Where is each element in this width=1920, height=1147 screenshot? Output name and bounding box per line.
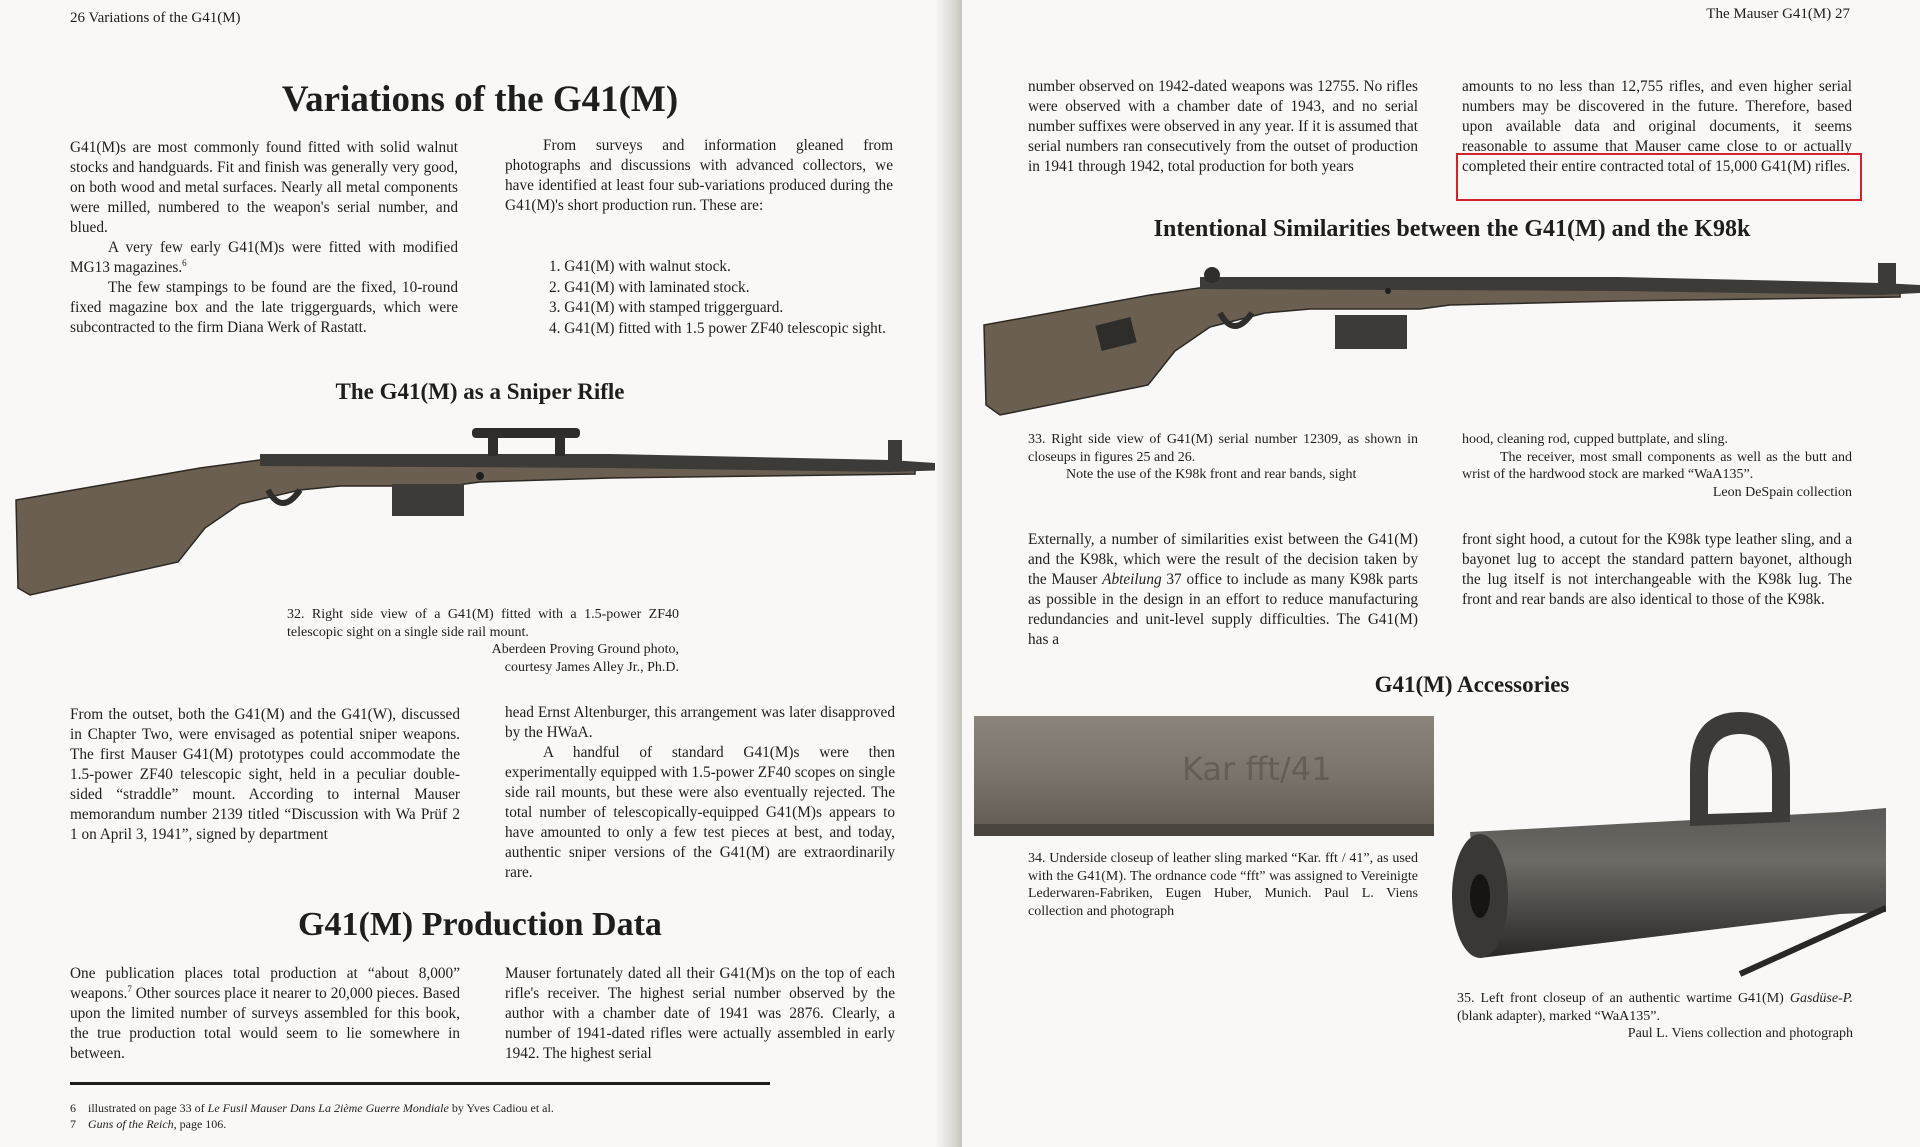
adapter-bore — [1470, 874, 1490, 918]
front-sight — [888, 440, 902, 464]
fig33-caption-column-2 — [1462, 431, 1852, 501]
fig32-caption — [287, 606, 679, 676]
fig32-sniper-rifle-image — [10, 420, 950, 600]
footnote-rule — [70, 1082, 770, 1085]
production-heading: G41(M) Production Data — [298, 906, 662, 943]
intro-paragraph-3: The few stampings to be found are the fixed, 10-round fixed magazine box and the late triggerguards, which were subcontracted to the firm Diana Werk of Rastatt. — [70, 279, 458, 336]
similarities-heading: Intentional Similarities between the G41(M) and the K98k — [1153, 216, 1751, 242]
footnote-7-number: 7 — [70, 1117, 76, 1131]
zf40-scope — [472, 428, 580, 438]
footnote-6-number: 6 — [70, 1101, 76, 1115]
fig33-credit: Leon DeSpain collection — [1712, 484, 1852, 500]
intro-paragraph-1: G41(M)s are most commonly found fitted with solid walnut stocks and handguards. Fit and finish was generally very good, on both wood and metal surfaces. Nearly all metal components were milled, numbered to the weapon's serial number, and blued. — [70, 139, 458, 236]
fig35-caption-text-b: (blank adapter), marked “WaA135”. — [1457, 1008, 1660, 1024]
intro-col2-paragraph: From surveys and information gleaned from photographs and discussions with advanced collectors, we have identified at least four sub-variations produced during the G41(M)'s short production run. These are: — [505, 137, 893, 214]
fig33-caption-column-1 — [1028, 431, 1418, 484]
sling-edge — [974, 824, 1434, 836]
magazine-box — [1335, 315, 1407, 349]
sling-swivel — [1385, 288, 1391, 294]
fig34-caption-text: 34. Underside closeup of leather sling marked “Kar. fft / 41”, as used with the G41(M). The ordnance code “fft” was assigned to Vereinigte Lederwaren-Fabriken, Eugen Huber, Munich. Paul L. Viens collection and photograph — [1028, 851, 1418, 919]
variation-item: 2. G41(M) with laminated stock. — [549, 278, 750, 296]
fig35-caption-text — [1457, 990, 1853, 1025]
sniper-column-2 — [505, 703, 895, 883]
top-col2-text: amounts to no less than 12,755 rifles, and even higher serial numbers may be discovered in the future. Therefore, based upon available data and original documents, it seems reasonable to assume that — [1462, 78, 1852, 155]
fig35-credit: Paul L. Viens collection and photograph — [1627, 1026, 1853, 1041]
accessories-heading: G41(M) Accessories — [1374, 672, 1570, 697]
fig33-caption-line-1: 33. Right side view of G41(M) serial number 12309, as shown in closeups in figures 25 and 26. — [1028, 432, 1418, 465]
production-column-2 — [505, 964, 895, 1064]
footnote-6-text-a: illustrated on page 33 of — [88, 1101, 208, 1115]
fig33-caption-line-4: The receiver, most small components as well as the butt and wrist of the hardwood stock are marked “WaA135”. — [1462, 449, 1852, 482]
rifle-stock — [984, 281, 1900, 415]
top-column-1 — [1028, 77, 1418, 177]
right-page — [962, 0, 1920, 1147]
left-page-title: Variations of the G41(M) — [281, 79, 679, 120]
similarities-col1-text-b: 37 office to include as many K98k parts as possible in the design in an effort to reduce manufacturing redundancies and unit-level supply difficulties. The G41(M) has a — [1028, 571, 1418, 648]
sniper-column-1 — [70, 705, 460, 845]
gasduse-term: Gasdüse-P. — [1789, 991, 1853, 1006]
intro-column-1 — [70, 138, 458, 338]
footnotes — [70, 1100, 870, 1132]
fig34-caption — [1028, 850, 1418, 920]
similarities-col1-paragraph — [1028, 530, 1418, 650]
intro-column-2 — [505, 136, 893, 216]
sling-stamp-marking: Kar fft/41 — [1182, 750, 1332, 788]
footnote-6 — [70, 1100, 870, 1116]
fig32-caption-text: 32. Right side view of a G41(M) fitted with a 1.5-power ZF40 telescopic sight on a single side rail mount. — [287, 607, 679, 640]
footnote-6-text-b: by Yves Cadiou et al. — [448, 1101, 554, 1115]
similarities-column-2 — [1462, 530, 1852, 610]
variations-list — [505, 257, 895, 339]
red-highlight-box — [1456, 153, 1862, 201]
top-col1-paragraph: number observed on 1942-dated weapons was 12755. No rifles were observed with a chamber date of 1943, and no serial number suffixes were observed in any year. If it is assumed that serial numbers ran consecutively from the outset of production in 1941 through 1942, total production for both years — [1028, 78, 1418, 175]
fig32-credit-line-1: Aberdeen Proving Ground photo, — [491, 642, 679, 657]
variation-item: 3. G41(M) with stamped triggerguard. — [549, 299, 784, 316]
production-col1-text-b: Other sources place it nearer to 20,000 pieces. Based upon the limited number of surveys assembled for this book, the true production total would seem to lie somewhere in between. — [70, 985, 460, 1062]
sniper-heading: The G41(M) as a Sniper Rifle — [335, 379, 625, 404]
sniper-col2-paragraph-2: A handful of standard G41(M)s were then experimentally equipped with 1.5-power ZF40 scopes on single side rail mounts, but these were also eventually rejected. The total number of telescopically-equipped G41(M)s appears to have amounted to only a few test pieces at best, and today, authentic sniper versions of the G41(M) are extraordinarily rare. — [505, 744, 895, 881]
similarities-col1-text-a: Externally, a number of similarities exist between the G41(M) and the K98k, which were the result of the decision taken by the Mauser — [1028, 531, 1418, 588]
footnote-7-text-b: , page 106. — [173, 1117, 227, 1131]
footnote-7 — [70, 1116, 870, 1132]
highlighted-conclusion: Mauser came close to or actually completed their entire contracted total of 15,000 G41(M) rifles. — [1462, 138, 1852, 175]
bolt-knob — [1204, 267, 1220, 283]
abteilung-term: Abteilung — [1102, 571, 1162, 588]
sling-swivel — [476, 472, 484, 480]
production-col2-paragraph: Mauser fortunately dated all their G41(M)s on the top of each rifle's receiver. The highest serial number observed by the author with a chamber date of 1941 was 2876. Clearly, a number of 1941-dated rifles were actually assembled in early 1942. The highest serial — [505, 965, 895, 1062]
magazine-box — [392, 484, 464, 516]
production-col1-paragraph — [70, 964, 460, 1064]
intro-paragraph-2-text: A very few early G41(M)s were fitted with modified MG13 magazines. — [70, 239, 458, 276]
variation-item: 4. G41(M) fitted with 1.5 power ZF40 telescopic sight. — [549, 319, 886, 337]
fig35-caption-text-a: 35. Left front closeup of an authentic wartime G41(M) — [1457, 991, 1790, 1006]
sniper-col2-paragraph-1: head Ernst Altenburger, this arrangement was later disapproved by the HWaA. — [505, 704, 895, 741]
fig33-caption-line-3: hood, cleaning rod, cupped buttplate, and sling. — [1462, 432, 1728, 447]
front-sight-hood — [1878, 263, 1896, 287]
fig32-credit-line-2: courtesy James Alley Jr., Ph.D. — [504, 659, 679, 675]
fig35-caption — [1457, 990, 1853, 1043]
footnote-7-title: Guns of the Reich — [88, 1117, 174, 1131]
rifle-stock — [16, 458, 915, 595]
variation-item: 1. G41(M) with walnut stock. — [549, 258, 731, 275]
production-column-1 — [70, 964, 460, 1064]
footnote-marker-6: 6 — [182, 257, 187, 268]
right-running-header: The Mauser G41(M) 27 — [1706, 6, 1850, 22]
left-page — [0, 0, 955, 1147]
scope-mount-rear — [555, 438, 565, 456]
left-running-header: 26 Variations of the G41(M) — [70, 10, 241, 26]
fig33-rifle-image — [980, 255, 1920, 425]
fig33-caption-line-2: Note the use of the K98k front and rear bands, sight — [1066, 467, 1357, 482]
footnote-6-title: Le Fusil Mauser Dans La 2ième Guerre Mondiale — [207, 1101, 449, 1115]
fig35-blank-adapter-image — [1440, 712, 1886, 982]
production-col1-text-a: One publication places total production at “about 8,000” weapons. — [70, 965, 460, 1002]
similarities-col2-paragraph: front sight hood, a cutout for the K98k type leather sling, and a bayonet lug to accept the standard pattern bayonet, although the lug itself is not interchangeable with the K98k lug. The front and rear bands are also identical to those of the K98k. — [1462, 531, 1852, 608]
similarities-column-1 — [1028, 530, 1418, 650]
scope-mount-front — [488, 438, 498, 456]
sniper-col1-paragraph: From the outset, both the G41(M) and the G41(W), discussed in Chapter Two, were envisaged as potential sniper weapons. The first Mauser G41(M) prototypes could accommodate the 1.5-power ZF40 telescopic sight, held in a peculiar double-sided “straddle” mount. According to internal Mauser memorandum number 2139 titled “Discussion with Wa Prüf 2 1 on April 3, 1941”, signed by department — [70, 706, 460, 843]
footnote-marker-7: 7 — [127, 983, 132, 994]
sight-hood-opening — [1708, 734, 1772, 814]
intro-paragraph-2 — [70, 238, 458, 278]
